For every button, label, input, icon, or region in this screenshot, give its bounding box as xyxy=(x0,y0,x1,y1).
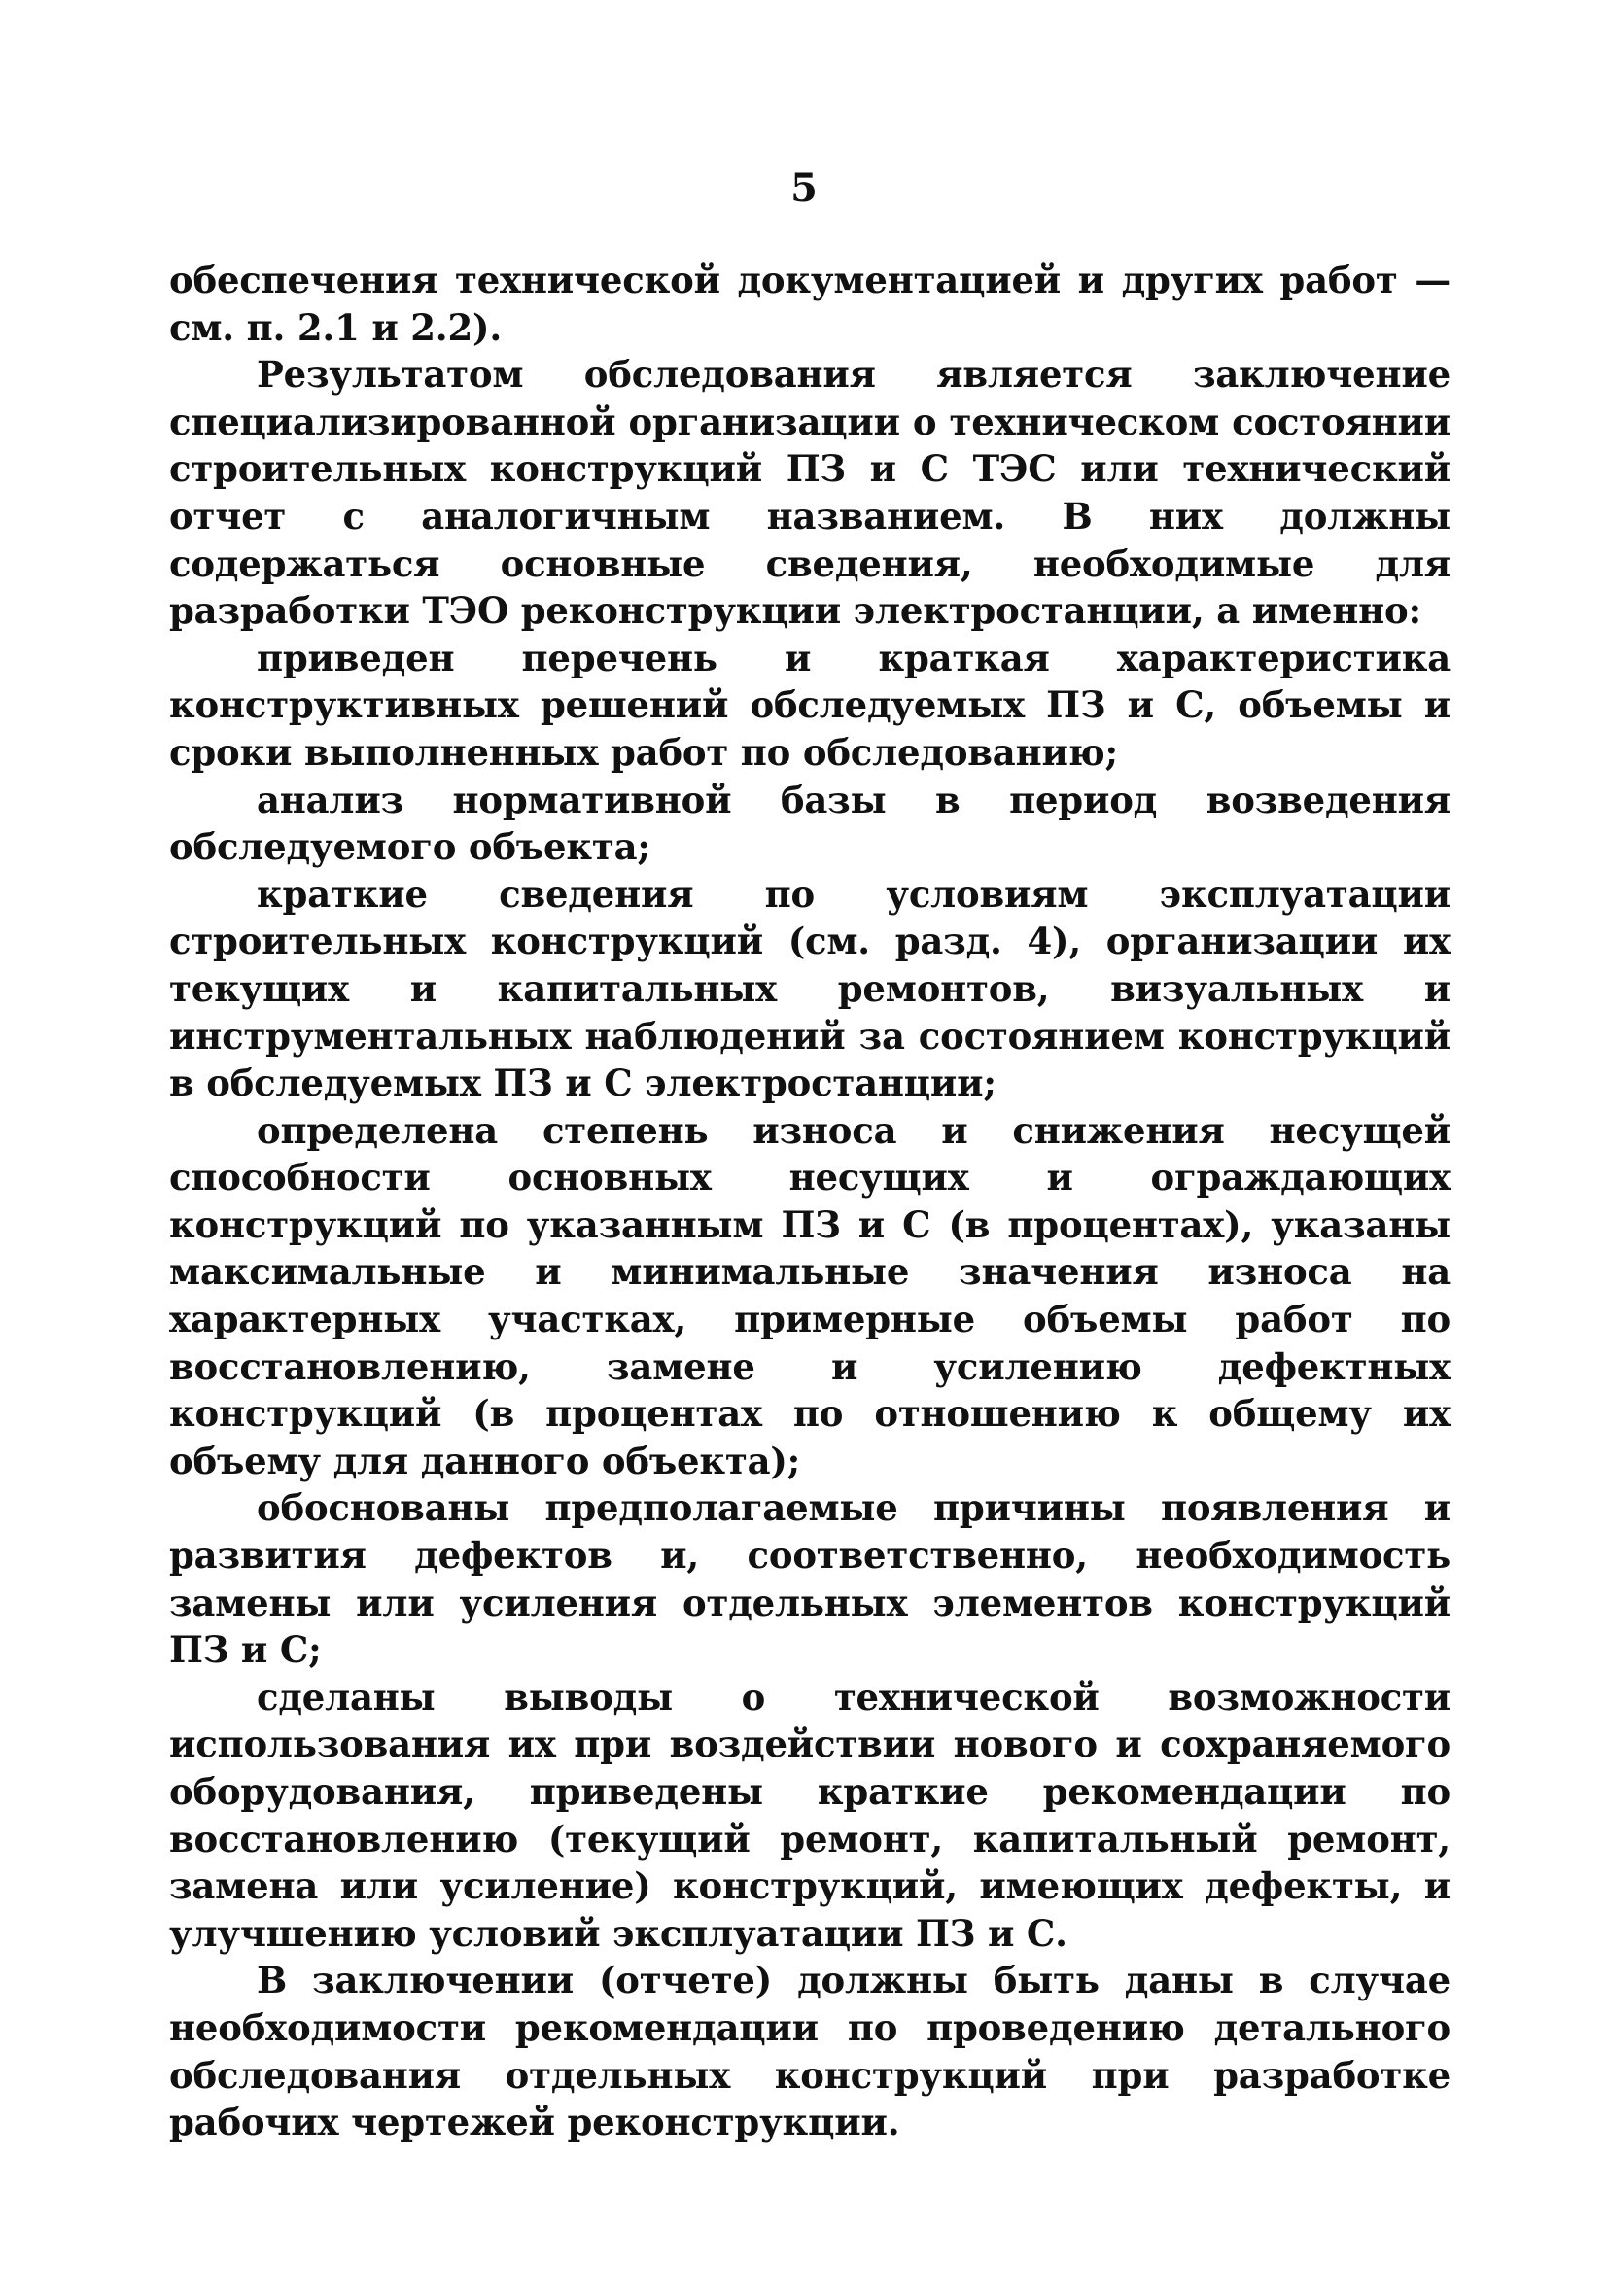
paragraph-recommendations: В заключении (отчете) должны быть даны в случае необходимости рекомендации по проведению детального обследования отдельных конструкций при разработке рабочих чертежей реконструкции. xyxy=(169,1959,1451,2144)
paragraph-continuation: обеспечения технической документацией и других работ — см. п. 2.1 и 2.2). xyxy=(169,259,1451,349)
paragraph-survey-result: Результатом обследования является заключение специализированной организации о техническом состоянии строительных конструкций ПЗ и С ТЭС или технический отчет с аналогичным названием. В них должны содержаться основные сведения, необходимые для разработки ТЭО реконструкции электростанции, а именно: xyxy=(169,353,1451,633)
page-number: 5 xyxy=(790,165,818,211)
list-item-structures-list: приведен перечень и краткая характеристика конструктивных решений обследуемых ПЗ и С, объемы и сроки выполненных работ по обследованию; xyxy=(169,636,1451,774)
list-item-wear-degree: определена степень износа и снижения несущей способности основных несущих и ограждающих конструкций по указанным ПЗ и С (в процентах), указаны максимальные и минимальные значения износа на характерных участках, примерные объемы работ по восстановлению, замене и усилению дефектных конструкций (в процентах по отношению к общему их объему для данного объекта); xyxy=(169,1108,1451,1482)
body-text xyxy=(169,257,1451,2146)
list-item-conclusions: сделаны выводы о технической возможности использования их при воздействии нового и сохраняемого оборудования, приведены краткие рекомендации по восстановлению (текущий ремонт, капитальный ремонт, замена или усиление) конструкций, имеющих дефекты, и улучшению условий эксплуатации ПЗ и С. xyxy=(169,1675,1451,1955)
list-item-operating-conditions: краткие сведения по условиям эксплуатации строительных конструкций (см. разд. 4), организации их текущих и капитальных ремонтов, визуальных и инструментальных наблюдений за состоянием конструкций в обследуемых ПЗ и С электростанции; xyxy=(169,872,1451,1105)
list-item-normative-base: анализ нормативной базы в период возведения обследуемого объекта; xyxy=(169,778,1451,869)
list-item-defect-causes: обоснованы предполагаемые причины появления и развития дефектов и, соответственно, необходимость замены или усиления отдельных элементов конструкций ПЗ и С; xyxy=(169,1486,1451,1672)
